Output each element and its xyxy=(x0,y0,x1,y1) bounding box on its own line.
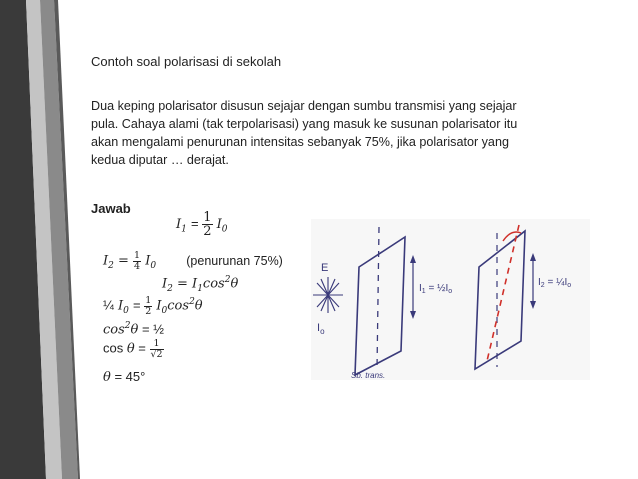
eq-theta: θ xyxy=(130,322,139,338)
eq-subscript: 0 xyxy=(150,261,157,272)
label-axis: Sb. trans. xyxy=(351,371,386,380)
equation-2: $I_2$ = $\frac{1}{4}$ $I_0$ (penurunan 75%) xyxy=(103,250,283,272)
eq-cos: cos xyxy=(103,322,125,338)
equation-1: $I_1$ = $\frac{1}{2}$ $I_0$ xyxy=(176,210,228,239)
figure-background xyxy=(311,219,590,380)
eq-symbol: I xyxy=(176,217,182,232)
equation-5 xyxy=(103,321,164,337)
polarizer-figure xyxy=(311,219,590,380)
problem-line: kedua diputar … derajat. xyxy=(91,153,229,167)
eq-theta: θ xyxy=(126,341,135,357)
eq-symbol: I xyxy=(145,253,151,269)
eq-equals: = xyxy=(134,340,150,356)
eq-subscript: 2 xyxy=(167,283,173,294)
eq-subscript: 0 xyxy=(221,224,228,235)
label-e: E xyxy=(321,262,329,274)
eq-fraction: $\frac{1}{2}$ xyxy=(145,295,152,317)
label-i1: $I_1$ = $\frac{1}{2}I_o$ xyxy=(419,283,453,295)
equation-6 xyxy=(103,339,164,359)
eq-symbol: I xyxy=(103,253,109,269)
slide-title: Contoh soal polarisasi di sekolah xyxy=(91,54,282,69)
problem-line: pula. Cahaya alami (tak terpolarisasi) yang masuk ke susunan polarisator itu xyxy=(91,117,518,131)
eq-cos: cos xyxy=(103,340,127,356)
eq-fraction: $\frac{1}{2}$ xyxy=(203,210,212,239)
problem-text xyxy=(91,97,596,169)
eq-symbol: I xyxy=(216,217,222,232)
equation-4: ¼ $I_0$ = $\frac{1}{2}$ $I_0\cos^2\theta$ xyxy=(103,295,203,317)
sidebar-decoration xyxy=(0,0,80,479)
eq-cos: cos xyxy=(167,298,190,314)
label-i0: $I_o$ xyxy=(317,322,325,336)
eq-theta: θ xyxy=(230,276,239,292)
answer-heading: Jawab xyxy=(91,201,131,216)
eq-fraction: $\frac{1}{4}$ xyxy=(134,250,141,272)
eq-power: 2 xyxy=(124,321,131,331)
equation-7 xyxy=(103,369,145,385)
eq-subscript: 0 xyxy=(161,306,168,317)
eq-symbol: I xyxy=(192,276,198,292)
eq-theta: θ xyxy=(103,370,111,385)
eq-lead: ¼ xyxy=(103,297,114,313)
label-i2: $I_2$ = $\frac{1}{4}I_o$ xyxy=(538,277,572,289)
eq-symbol: I xyxy=(117,298,124,314)
eq-power: 2 xyxy=(189,297,195,308)
eq-subscript: 0 xyxy=(123,306,129,317)
problem-line: Dua keping polarisator disusun sejajar dengan sumbu transmisi yang sejajar xyxy=(91,99,517,113)
eq-cos: cos xyxy=(202,276,225,292)
eq-rhs: = 45° xyxy=(110,369,146,384)
eq-subscript: 2 xyxy=(108,261,114,272)
eq-symbol: I xyxy=(156,298,162,314)
eq-subscript: 1 xyxy=(197,283,203,294)
eq-fraction: $\frac{1}{√2}$ xyxy=(150,338,163,360)
eq-power: 2 xyxy=(224,275,231,285)
equation-3: $I_2 = I_1\cos^2\theta$ xyxy=(162,275,239,294)
eq-subscript: 1 xyxy=(181,224,187,235)
eq-theta: θ xyxy=(194,298,203,314)
eq-rhs: = ½ xyxy=(138,321,165,337)
eq-symbol: I xyxy=(162,276,168,292)
eq-note: (penurunan 75%) xyxy=(186,253,283,268)
problem-line: akan mengalami penurunan intensitas sebanyak 75%, jika polarisator yang xyxy=(91,135,509,149)
